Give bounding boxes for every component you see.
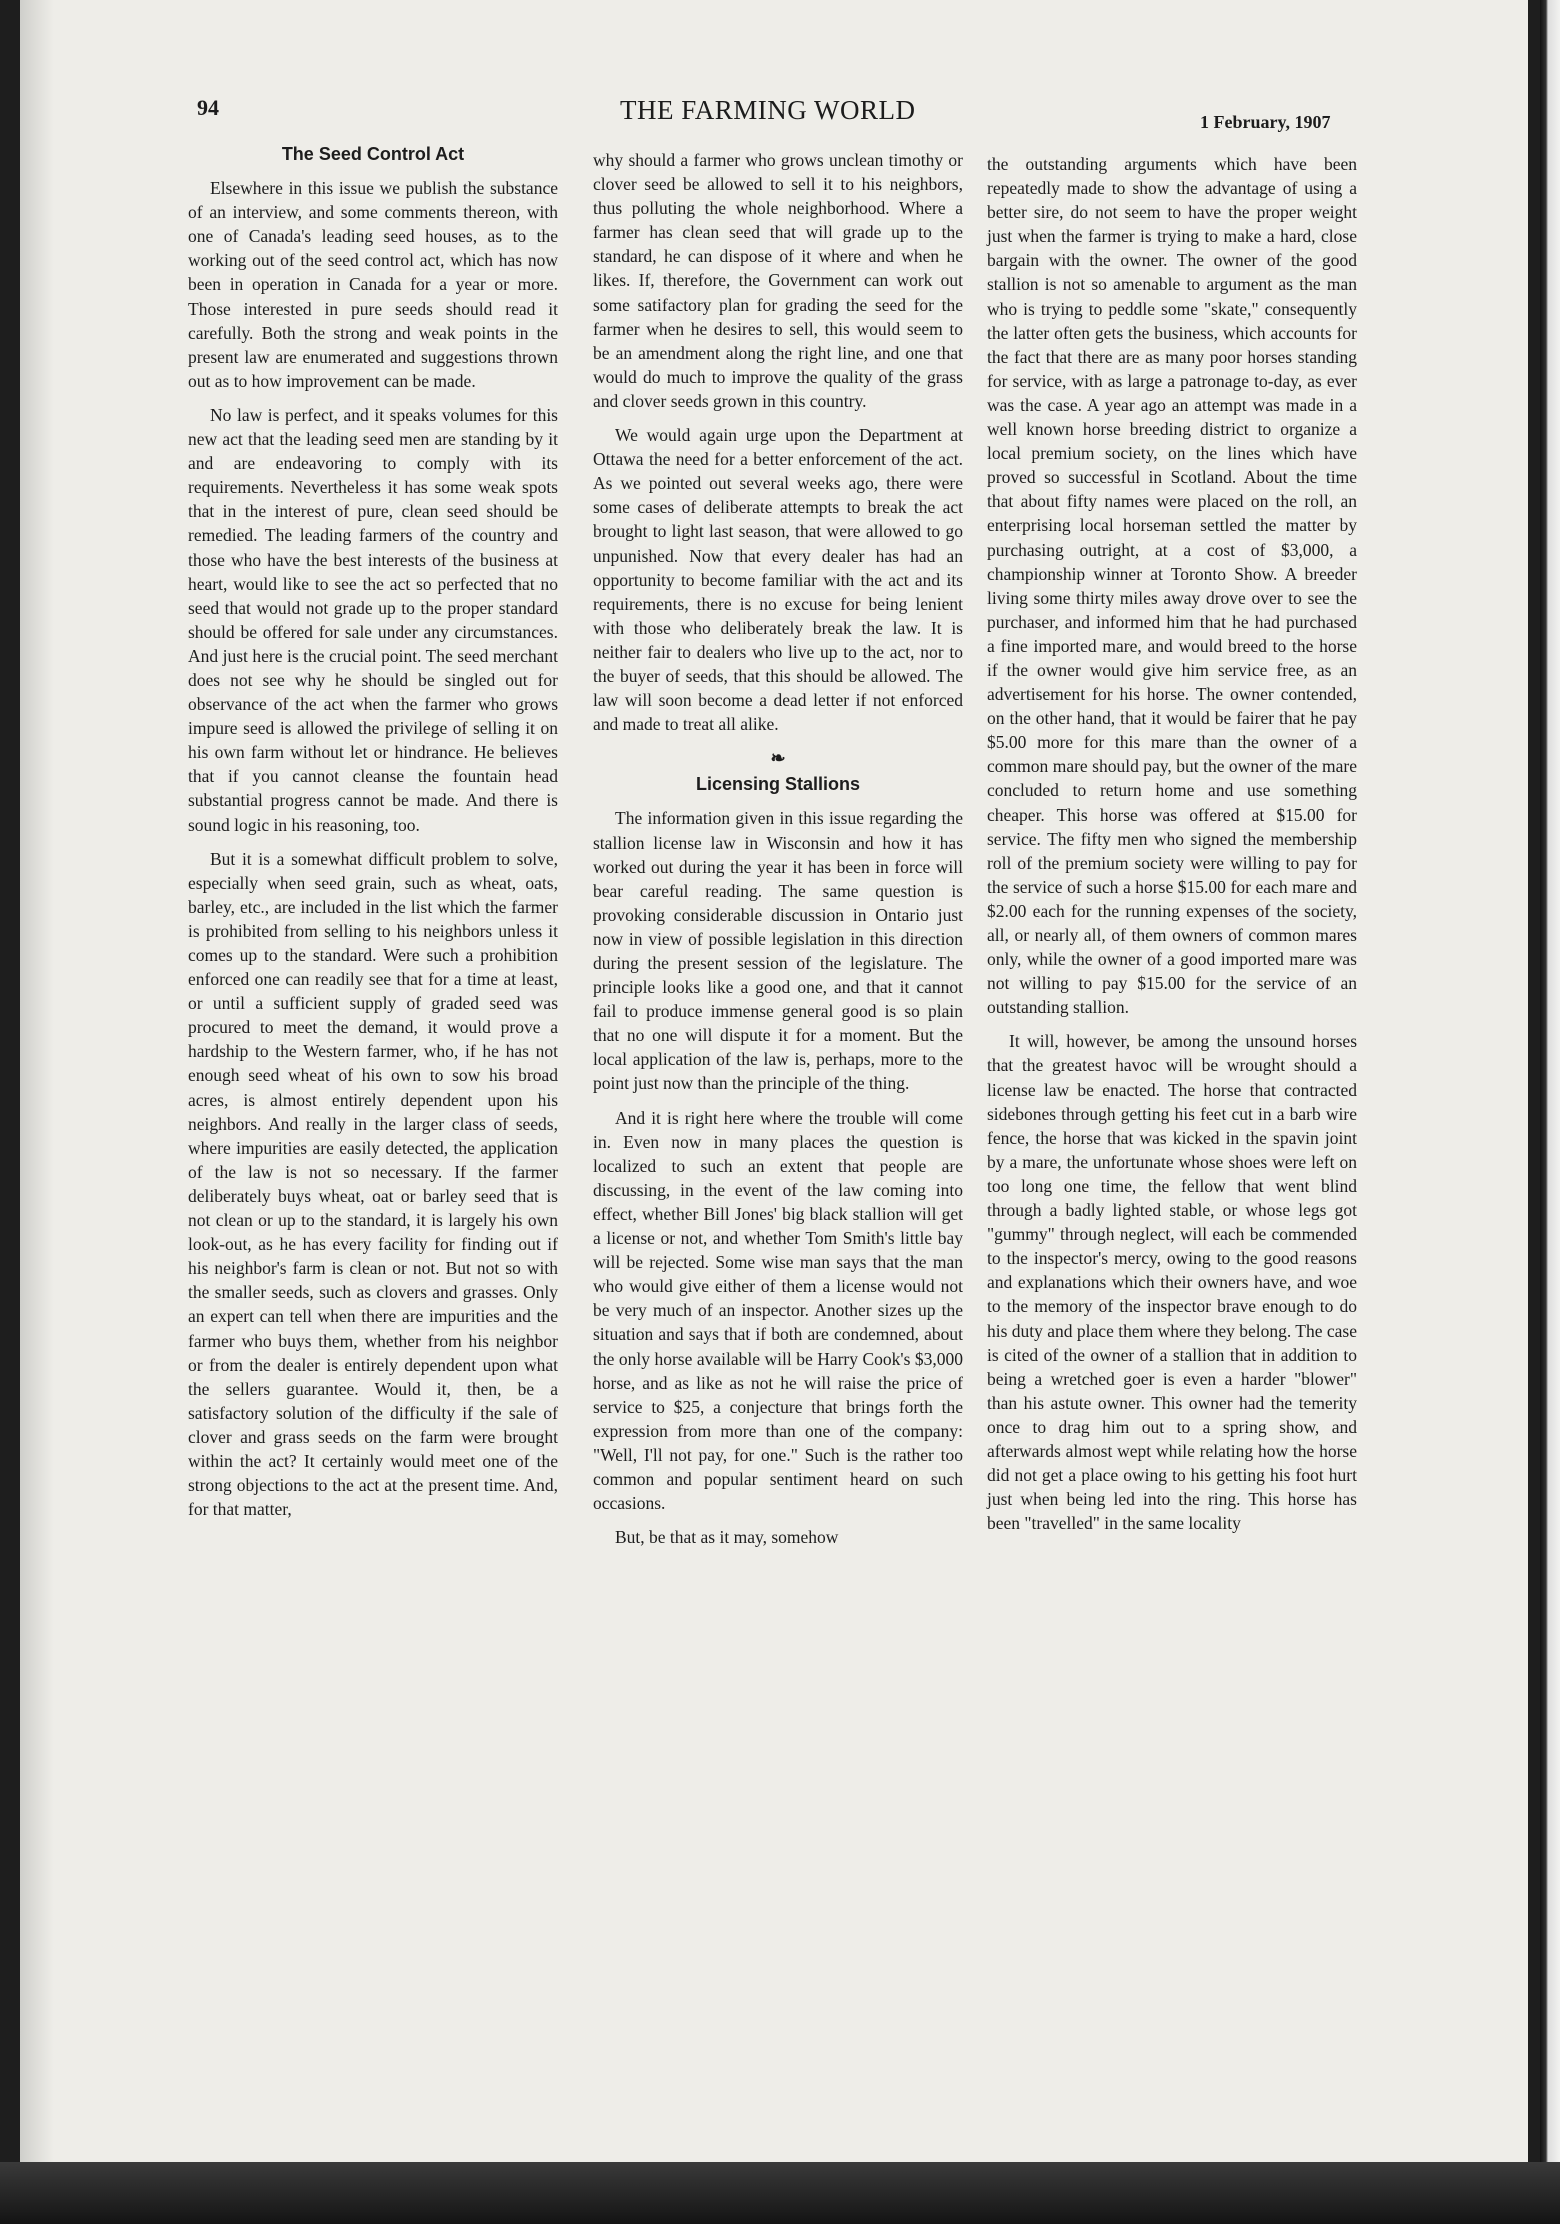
paragraph: It will, however, be among the unsound horses that the greatest havoc will be wrought should a license law be enacted. The horse that contracted sidebones through getting his feet cut in a barb wire fence, the horse that was kicked in the spavin joint by a mare, the unfortunate whose shoes were left on too long one time, the fellow that went blind through a badly lighted stable, or whose legs got "gummy" through neglect, will each be commended to the inspector's mercy, owing to the good reasons and explanations which their owners have, and woe to the memory of the inspector brave enough to do his duty and place them where they belong. The case is cited of the owner of a stallion that in addition to being a wretched goer is even a harder "blower" than his astute owner. This owner had the temerity once to drag him out to a spring show, and afterwards almost wept while relating how the horse did not get a place owing to his getting his foot hurt just when being led into the ring. This horse has been "travelled" in the same locality (987, 1031, 1357, 1534)
scan-bottom-edge (0, 2162, 1560, 2224)
page-edge-shadow (20, 0, 54, 2170)
article-title-seed-control: The Seed Control Act (281, 144, 465, 164)
paragraph: Elsewhere in this issue we publish the substance of an interview, and some comments thereon, with one of Canada's leading seed houses, as to the working out of the seed control act, which has now been in operation in Canada for a year or more. Those interested in pure seeds should read it carefully. Both the strong and weak points in the present law are enumerated and suggestions thrown out as to how improvement can be made. (188, 178, 558, 391)
column-3 (987, 152, 1357, 1545)
page-number: 94 (197, 95, 219, 120)
journal-title: THE FARMING WORLD (620, 95, 916, 125)
paragraph: But it is a somewhat difficult problem to solve, especially when seed grain, such as wheat, oats, barley, etc., are included in the list which the farmer is prohibited from selling to his neighbors unless it comes up to the standard. Were such a prohibition enforced one can readily see that for a time at least, or until a sufficient supply of graded seed was procured to meet the demand, it would prove a hardship to the Western farmer, who, if he has not enough seed wheat of his own to sow his broad acres, is almost entirely dependent upon his neighbors. And really in the larger class of seeds, where impurities are easily detected, the application of the law is not so necessary. If the farmer deliberately buys wheat, oat or barley seed that is not clean or up to the standard, it is largely his own look-out, as he has every facility for finding out if his neighbor's farm is clean or not. But not so with the smaller seeds, such as clovers and grasses. Only an expert can tell when there are impurities and the farmer who buys them, whether from his neighbor or from the dealer is entirely dependent upon what the sellers guarantee. Would it, then, be a satisfactory solution of the difficulty if the sale of clover and grass seeds on the farm were brought within the act? It certainly would meet one of the strong objections to the act at the present time. And, for that matter, (188, 848, 558, 1520)
paragraph: No law is perfect, and it speaks volumes for this new act that the leading seed men are standing by it and are endeavoring to comply with its requirements. Nevertheless it has some weak spots that in the interest of pure, clean seed should be remedied. The leading farmers of the country and those who have the best interests of the business at heart, would like to see the act so perfected that no seed that would not grade up to the proper standard should be offered for sale under any circumstances. And just here is the crucial point. The seed merchant does not see why he should be singled out for observance of the act when the farmer who grows impure seed is allowed the privilege of selling it on his own farm without let or hindrance. He believes that if you cannot cleanse the fountain head substantial progress cannot be made. And there is sound logic in his reasoning, too. (188, 404, 558, 835)
paragraph: the outstanding arguments which have been repeatedly made to show the advantage of using a better sire, do not seem to have the proper weight just when the farmer is trying to make a hard, close bargain with the owner. The owner of the good stallion is not so amenable to argument as the man who is trying to peddle some "skate," consequently the latter often gets the business, which accounts for the fact that there are as many poor horses standing for service, with as large a patronage to-day, as ever was the case. A year ago an attempt was made in a well known horse breeding district to organize a local premium society, on the lines which have proved so successful in Scotland. About the time that about fifty names were placed on the roll, an enterprising local horseman settled the matter by purchasing outright, at a cost of $3,000, a championship winner at Toronto Show. A breeder living some thirty miles away drove over to see the purchaser, and informed him that he had purchased a fine imported mare, and would breed to the horse if the owner would give him service free, as an advertisement for his horse. The owner contended, on the other hand, that it would be fairer that he pay $5.00 more for this mare than the owner of a common mare should pay, but the owner of the mare concluded to return home and use something cheaper. This horse was offered at $15.00 for service. The fifty men who signed the membership roll of the premium society were willing to pay for the service of such a horse $15.00 for each mare and $2.00 each for the running expenses of the society, all, or nearly all, of them owners of common mares only, while the owner of a good imported mare was not willing to pay $15.00 for the service of an outstanding stallion. (987, 154, 1357, 1018)
paragraph: But, be that as it may, somehow (615, 1527, 839, 1548)
article-title-licensing-stallions: Licensing Stallions (695, 774, 861, 795)
section-ornament: ❧ (770, 748, 786, 769)
paragraph: why should a farmer who grows unclean timothy or clover seed be allowed to sell it to his neighbors, thus polluting the whole neighborhood. Where a farmer has clean seed that will grade up to the standard, he can dispose of it where and when he likes. If, therefore, the Government can work out some satifactory plan for grading the seed for the farmer when he desires to sell, this would seem to be an amendment along the right line, and one that would do much to improve the quality of the grass and clover seeds grown in this country. (593, 150, 963, 411)
paragraph: We would again urge upon the Department at Ottawa the need for a better enforcement of the act. As we pointed out several weeks ago, there were some cases of deliberate attempts to break the act brought to light last season, that were allowed to go unpunished. Now that every dealer has had an opportunity to become familiar with the act and its requirements, there is no excuse for being lenient with those who deliberately break the law. It is neither fair to dealers who live up to the act, nor to the buyer of seeds, that this should be allowed. The law will soon become a dead letter if not enforced and made to treat all alike. (593, 425, 963, 735)
column-1 (188, 140, 558, 1531)
issue-date: 1 February, 1907 (1200, 112, 1331, 132)
column-2 (593, 148, 963, 1559)
paragraph: The information given in this issue regarding the stallion license law in Wisconsin and how it has worked out during the year it has been in force will bear careful reading. The same question is provoking considerable discussion in Ontario just now in view of possible legislation in this direction during the present session of the legislature. The principle looks like a good one, and that it cannot fail to produce immense general good is so plain that no one will dispute it for a moment. But the local application of the law is, perhaps, more to the point just now than the principle of the thing. (593, 808, 963, 1094)
paragraph: And it is right here where the trouble will come in. Even now in many places the question is localized to such an extent that people are discussing, in the event of the law coming into effect, whether Bill Jones' big black stallion will get a license or not, and whether Tom Smith's little bay will be rejected. Some wise man says that the man who would give either of them a license would not be very much of an inspector. Another sizes up the situation and says that if both are condemned, about the only horse available will be Harry Cook's $3,000 horse, and as like as not he will raise the price of service to $25, a conjecture that brings forth the expression from more than one of the company: "Well, I'll not pay, for one." Such is the rather too common and popular sentiment heard on such occasions. (593, 1107, 963, 1514)
adjacent-page-edge (1540, 0, 1560, 2224)
